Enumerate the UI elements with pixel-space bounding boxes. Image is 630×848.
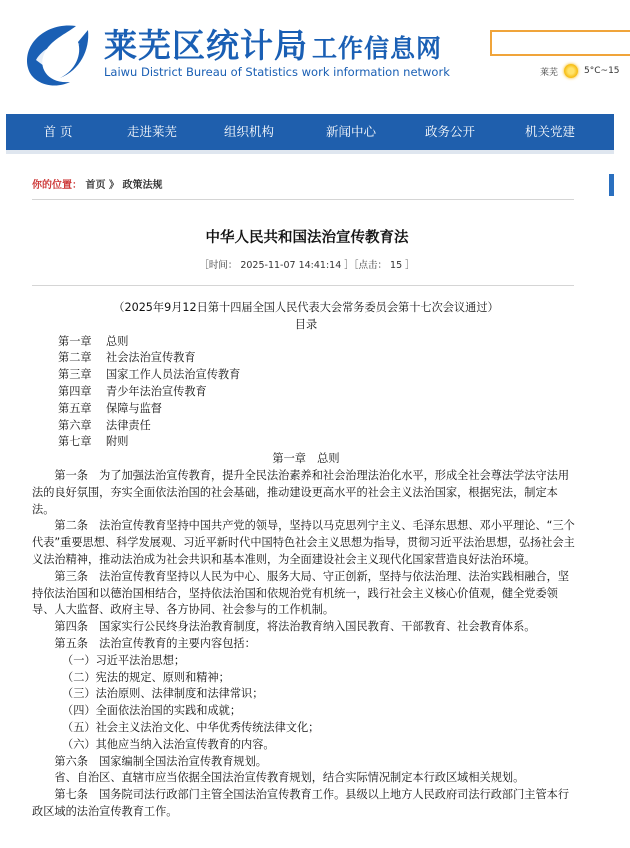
weather-temp: 5°C~15 [584, 66, 620, 76]
toc-item: 第二章 社会法治宣传教育 [58, 351, 196, 365]
list-item: （六）其他应当纳入法治宣传教育的内容。 [62, 737, 275, 751]
toc-item: 第三章 国家工作人员法治宣传教育 [58, 368, 241, 382]
toc-item: 第一章 总则 [58, 334, 129, 348]
article-paragraph: 省、自治区、直辖市应当依据全国法治宣传教育规划，结合实际情况制定本行政区域相关规划。 [54, 771, 525, 785]
side-tab[interactable] [609, 174, 614, 196]
weather-city: 莱芜 [540, 67, 559, 78]
divider [32, 199, 574, 200]
toc-item: 第七章 附则 [58, 435, 129, 449]
nav-divider [6, 150, 614, 154]
main-nav [6, 114, 614, 150]
article-paragraph: 第三条 法治宣传教育坚持以人民为中心、服务大局、守正创新，坚持与依法治理、法治实践相融合，坚持依法治国和以德治国相结合，坚持依法治国和依规治党有机统一，践行社会主义核心价值观，健全党委领导、人大监督、政府主导、各方协同、社会参与的工作机制。 [32, 569, 570, 617]
nav-party-building[interactable]: 机关党建 [524, 124, 575, 139]
sun-icon [564, 64, 578, 78]
article-paragraph: 第七条 国务院司法行政部门主管全国法治宣传教育工作。县级以上地方人民政府司法行政部门主管本行政区域的法治宣传教育工作。 [32, 788, 570, 818]
list-item: （三）法治原则、法律制度和法律常识； [62, 687, 264, 701]
chapter-heading: 第一章 总则 [272, 452, 340, 466]
site-header [0, 0, 620, 114]
nav-news[interactable]: 新闻中心 [325, 124, 376, 139]
toc-item: 第四章 青少年法治宣传教育 [58, 384, 207, 398]
breadcrumb-current-link[interactable]: 政策法规 [122, 180, 163, 191]
site-title: 莱芜区统计局 工作信息网 [104, 26, 443, 65]
content-list [32, 653, 580, 754]
list-item: （四）全面依法治国的实践和成就； [62, 704, 242, 718]
article-paragraph: 第四条 国家实行公民终身法治教育制度，将法治教育纳入国民教育、干部教育、社会教育体系。 [54, 620, 536, 634]
passed-note: （2025年9月12日第十四届全国人民代表大会常务委员会第十七次会议通过） [113, 301, 499, 314]
breadcrumb-home-link[interactable]: 首页 [85, 180, 106, 191]
toc-heading: 目录 [294, 317, 318, 331]
list-item: （五）社会主义法治文化、中华优秀传统法律文化； [62, 720, 320, 734]
nav-about-laiwu[interactable]: 走进莱芜 [126, 124, 177, 139]
article-paragraph: 第一条 为了加强法治宣传教育，提升全民法治素养和社会治理法治化水平，形成全社会尊法学法守法用法的良好氛围，夯实全面依法治国的社会基础，推动建设更高水平的社会主义法治国家，根据宪法，制定本法。 [32, 468, 570, 516]
article-title: 中华人民共和国法治宣传教育法 [205, 230, 409, 246]
nav-government-affairs[interactable]: 政务公开 [424, 124, 475, 139]
article-paragraph: 第六条 国家编制全国法治宣传教育规划。 [54, 754, 267, 768]
breadcrumb: 你的位置： 首页 》 政策法规 [32, 180, 163, 191]
search-input[interactable] [490, 30, 630, 56]
list-item: （一）习近平法治思想； [62, 653, 186, 667]
article-body [32, 300, 580, 821]
divider [32, 285, 574, 286]
nav-home[interactable]: 首 页 [43, 124, 73, 139]
site-title-en: Laiwu District Bureau of Statistics work information network [104, 65, 450, 79]
article-meta: ［时间： 2025-11-07 14:41:14 ］［点击： 15 ］ [199, 260, 415, 271]
nav-organization[interactable]: 组织机构 [223, 124, 274, 139]
logo-icon [18, 20, 96, 90]
article-paragraph: 第五条 法治宣传教育的主要内容包括： [54, 636, 256, 650]
list-item: （二）宪法的规定、原则和精神； [62, 670, 230, 684]
toc [32, 334, 580, 452]
toc-item: 第五章 保障与监督 [58, 401, 162, 415]
toc-item: 第六章 法律责任 [58, 418, 151, 432]
article-paragraph: 第二条 法治宣传教育坚持中国共产党的领导，坚持以马克思列宁主义、毛泽东思想、邓小平理论、“三个代表”重要思想、科学发展观、习近平新时代中国特色社会主义思想为指导，贯彻习近平法治思想，弘扬社会主义法治精神，推动法治成为社会共识和基本准则，为全面建设社会主义现代化国家营造良好法治环境。 [32, 519, 575, 566]
weather-widget [540, 64, 620, 78]
